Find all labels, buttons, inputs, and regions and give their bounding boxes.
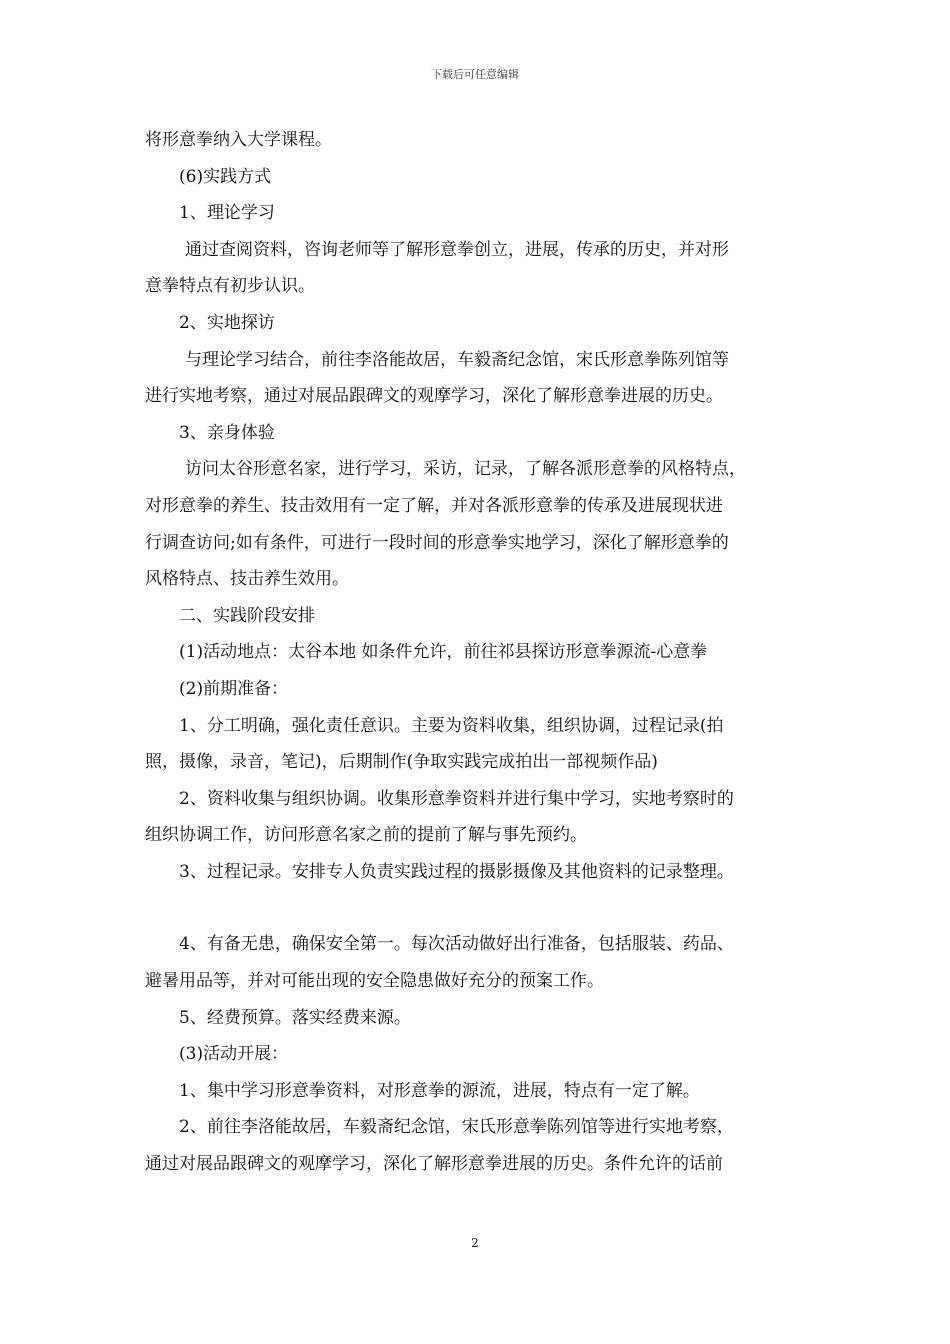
blank-gap [145, 890, 810, 926]
paragraph-line: 4、有备无患，确保安全第一。每次活动做好出行准备，包括服装、药品、 [179, 934, 734, 955]
paragraph-line: 照，摄像，录音，笔记)，后期制作(争取实践完成拍出一部视频作品) [145, 752, 658, 773]
paragraph-line: 1、分工明确，强化责任意识。主要为资料收集，组织协调，过程记录(拍 [179, 715, 724, 736]
document-body [145, 122, 810, 1183]
subheading: (2)前期准备： [179, 678, 289, 699]
paragraph-line: 2、资料收集与组织协调。收集形意拳资料并进行集中学习，实地考察时的 [179, 788, 734, 809]
page-number: 2 [471, 1236, 479, 1250]
paragraph-line: 通过查阅资料，咨询老师等了解形意拳创立，进展，传承的历史，并对形 [185, 239, 729, 260]
paragraph-line: 进行实地考察，通过对展品跟碑文的观摩学习，深化了解形意拳进展的历史。 [145, 386, 723, 407]
paragraph-line: 意拳特点有初步认识。 [145, 276, 315, 297]
paragraph-line: 行调查访问;如有条件，可进行一段时间的形意拳实地学习，深化了解形意拳的 [145, 532, 729, 553]
paragraph-line: 2、前往李洛能故居，车毅斋纪念馆，宋氏形意拳陈列馆等进行实地考察， [179, 1117, 734, 1138]
paragraph-line: 3、过程记录。安排专人负责实践过程的摄影摄像及其他资料的记录整理。 [179, 861, 734, 882]
subheading: (3)活动开展： [179, 1044, 289, 1065]
paragraph-line: (1)活动地点：太谷本地 如条件允许，前往祁县探访形意拳源流-心意拳 [179, 642, 708, 663]
paragraph-line: 5、经费预算。落实经费来源。 [179, 1007, 411, 1028]
paragraph-line: 将形意拳纳入大学课程。 [145, 130, 332, 150]
subheading: 1、理论学习 [179, 203, 275, 224]
paragraph-line: 组织协调工作，访问形意名家之前的提前了解与事先预约。 [145, 825, 587, 846]
paragraph-line: 对形意拳的养生、技击效用有一定了解，并对各派形意拳的传承及进展现状进 [145, 495, 723, 516]
page-header: 下载后可任意编辑 [431, 68, 519, 81]
subheading: 3、亲身体验 [179, 422, 275, 443]
section-heading: (6)实践方式 [179, 166, 272, 187]
paragraph-line: 与理论学习结合，前往李洛能故居，车毅斋纪念馆，宋氏形意拳陈列馆等 [185, 349, 729, 370]
paragraph-line: 通过对展品跟碑文的观摩学习，深化了解形意拳进展的历史。条件允许的话前 [145, 1154, 723, 1175]
paragraph-line: 避暑用品等，并对可能出现的安全隐患做好充分的预案工作。 [145, 971, 604, 992]
section-heading: 二、实践阶段安排 [179, 605, 315, 626]
subheading: 2、实地探访 [179, 312, 275, 333]
paragraph-line: 访问太谷形意名家，进行学习，采访，记录，了解各派形意拳的风格特点， [185, 459, 746, 480]
paragraph-line: 1、集中学习形意拳资料，对形意拳的源流，进展，特点有一定了解。 [179, 1080, 700, 1101]
paragraph-line: 风格特点、技击养生效用。 [145, 569, 349, 590]
